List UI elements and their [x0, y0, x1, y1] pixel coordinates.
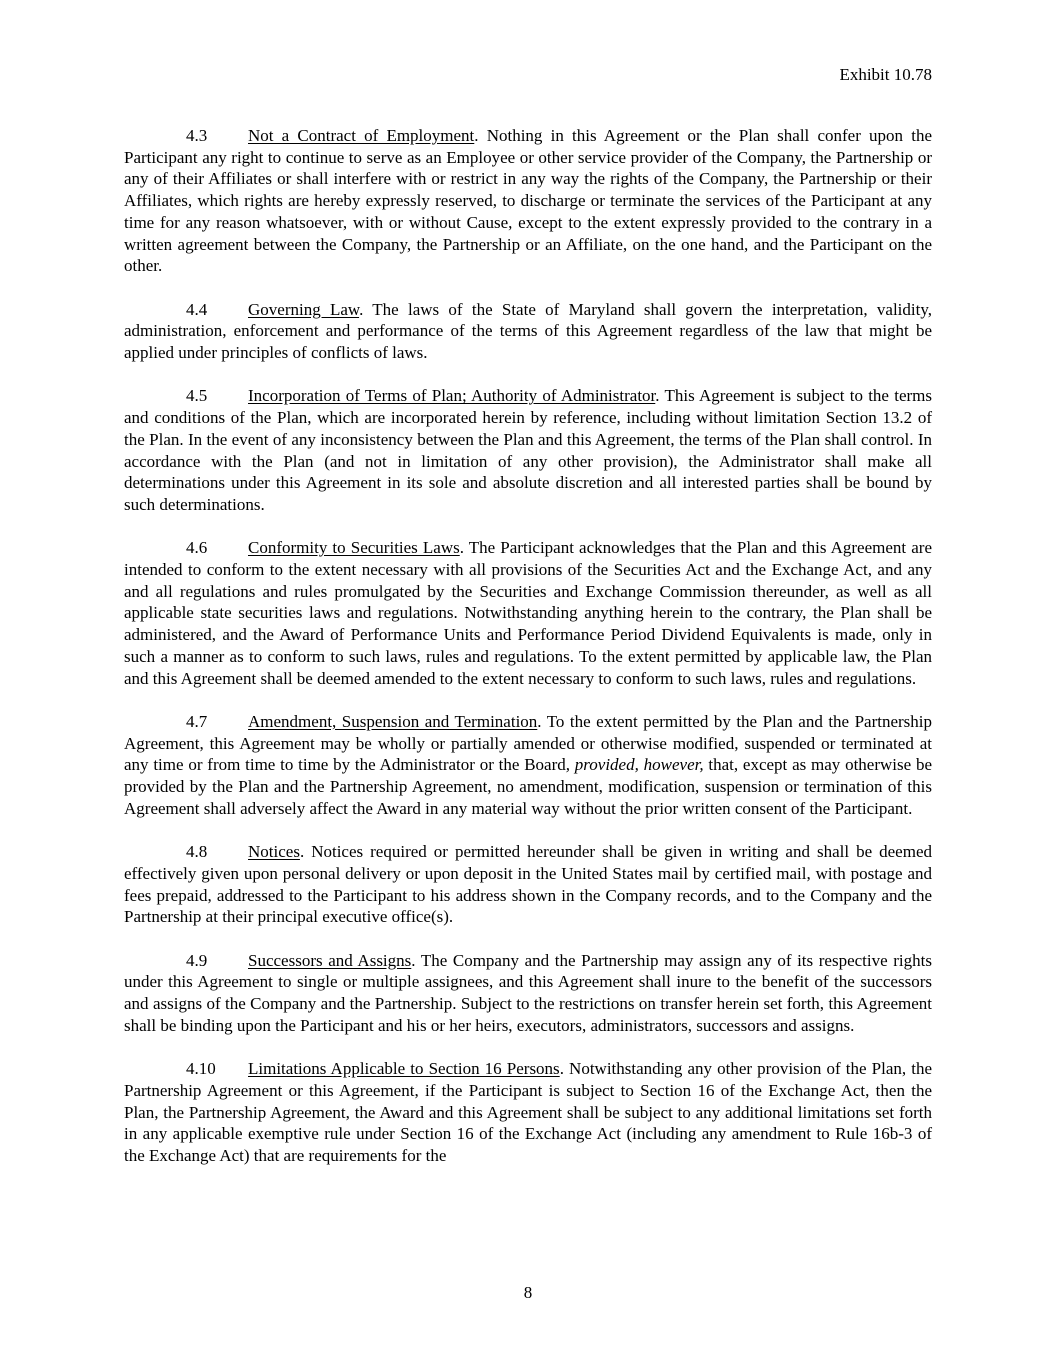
- section-body: . The Company and the Partnership may assign any of its respective rights under this Agreement to single or multiple assignees, and this Agreement shall inure to the benefit of the successors and assigns of the Company and the Partnership. Subject to the restrictions on transfer herein set forth, this Agreement shall be binding upon the Participant and his or her heirs, executors, administrators, successors and assigns.: [124, 950, 932, 1035]
- page-number: 8: [523, 1283, 533, 1302]
- section-heading: Governing Law: [248, 299, 360, 319]
- section-heading: Notices: [248, 842, 300, 862]
- section-emphasis: , provided, however,: [565, 755, 704, 775]
- section-number: 4.3: [186, 126, 208, 145]
- section-body: . Notwithstanding any other provision of the Plan, the Partnership Agreement or this Agreement, if the Participant is subject to Section 16 of the Exchange Act, then the Plan, the Partnership Agreement, the Award and this Agreement shall be subject to any additional limitations set forth in any applicable exemptive rule under Section 16 of the Exchange Act (including any amendment to Rule 16b-3 of the Exchange Act) that are requirements for the: [124, 1059, 933, 1165]
- section-number: 4.5: [186, 386, 208, 406]
- section-4-8: [124, 841, 932, 928]
- section-body: . Nothing in this Agreement or the Plan shall confer upon the Participant any right to continue to serve as an Employee or other service provider of the Company, the Partnership or any of their Affiliates or shall interfere with or restrict in any way the rights of the Company, the Partnership or their Affiliates, which rights are hereby expressly reserved, to discharge or terminate the services of the Participant at any time for any reason whatsoever, with or without Cause, except to the extent expressly provided to the contrary in a written agreement between the Company, the Partnership or an Affiliate, on the one hand, and the Participant on the other.: [124, 126, 932, 276]
- section-number: 4.10: [186, 1059, 216, 1079]
- section-heading: Incorporation of Terms of Plan; Authority of Administrator: [248, 386, 656, 406]
- exhibit-label: Exhibit 10.78: [839, 65, 932, 84]
- section-number: 4.6: [186, 538, 208, 558]
- section-4-4: [124, 299, 932, 364]
- section-heading: Not a Contract of Employment: [248, 126, 475, 145]
- section-heading: Conformity to Securities Laws: [248, 538, 460, 558]
- section-heading: Successors and Assigns: [248, 950, 412, 970]
- document-body: [124, 125, 932, 1188]
- section-number: 4.8: [186, 842, 208, 862]
- section-body-continued: that, except as may otherwise be provided by the Plan and the Partnership Agreement, no amendment, modification, suspension or termination of this Agreement shall adversely affect the Award in any material way without the prior written consent of the Participant.: [124, 755, 933, 818]
- section-body: . Notices required or permitted hereunder shall be given in writing and shall be deemed effectively given upon personal delivery or upon deposit in the United States mail by certified mail, with postage and fees prepaid, addressed to the Participant to his address shown in the Company records, and to the Company and the Partnership at their principal executive office(s).: [124, 842, 932, 927]
- section-heading: Limitations Applicable to Section 16 Persons: [248, 1059, 560, 1079]
- section-body: . The laws of the State of Maryland shall govern the interpretation, validity, administration, enforcement and performance of the terms of this Agreement regardless of the law that might be applied under principles of conflicts of laws.: [124, 299, 932, 363]
- section-4-5: [124, 385, 932, 515]
- section-heading: Amendment, Suspension and Termination: [248, 711, 538, 731]
- section-number: 4.7: [186, 711, 208, 731]
- section-4-7: [124, 711, 932, 820]
- section-4-9: [124, 950, 932, 1037]
- section-4-10: [124, 1058, 932, 1167]
- section-body: . The Participant acknowledges that the Plan and this Agreement are intended to conform to the extent necessary with all provisions of the Securities Act and the Exchange Act, and any and all regulations and rules promulgated by the Securities and Exchange Commission thereunder, as well as all applicable state securities laws and regulations. Notwithstanding anything herein to the contrary, the Plan shall be administered, and the Award of Performance Units and Performance Period Dividend Equivalents is made, only in such a manner as to conform to such laws, rules and regulations. To the extent permitted by applicable law, the Plan and this Agreement shall be deemed amended to the extent necessary to conform to such laws, rules and regulations.: [124, 538, 932, 688]
- section-4-3: [124, 125, 932, 277]
- section-number: 4.9: [186, 950, 208, 970]
- section-4-6: [124, 537, 932, 689]
- section-body: . To the extent permitted by the Plan and the Partnership Agreement, this Agreement may be wholly or partially amended or otherwise modified, suspended or terminated at any time or from time to time by the Administrator or the Board: [124, 711, 933, 775]
- section-number: 4.4: [186, 299, 208, 319]
- section-body: . This Agreement is subject to the terms and conditions of the Plan, which are incorporated herein by reference, including without limitation Section 13.2 of the Plan. In the event of any inconsistency between the Plan and this Agreement, the terms of the Plan shall control. In accordance with the Plan (and not in limitation of any other provision), the Administrator shall make all determinations under this Agreement in its sole and absolute discretion and all interested parties shall be bound by such determinations.: [124, 386, 932, 514]
